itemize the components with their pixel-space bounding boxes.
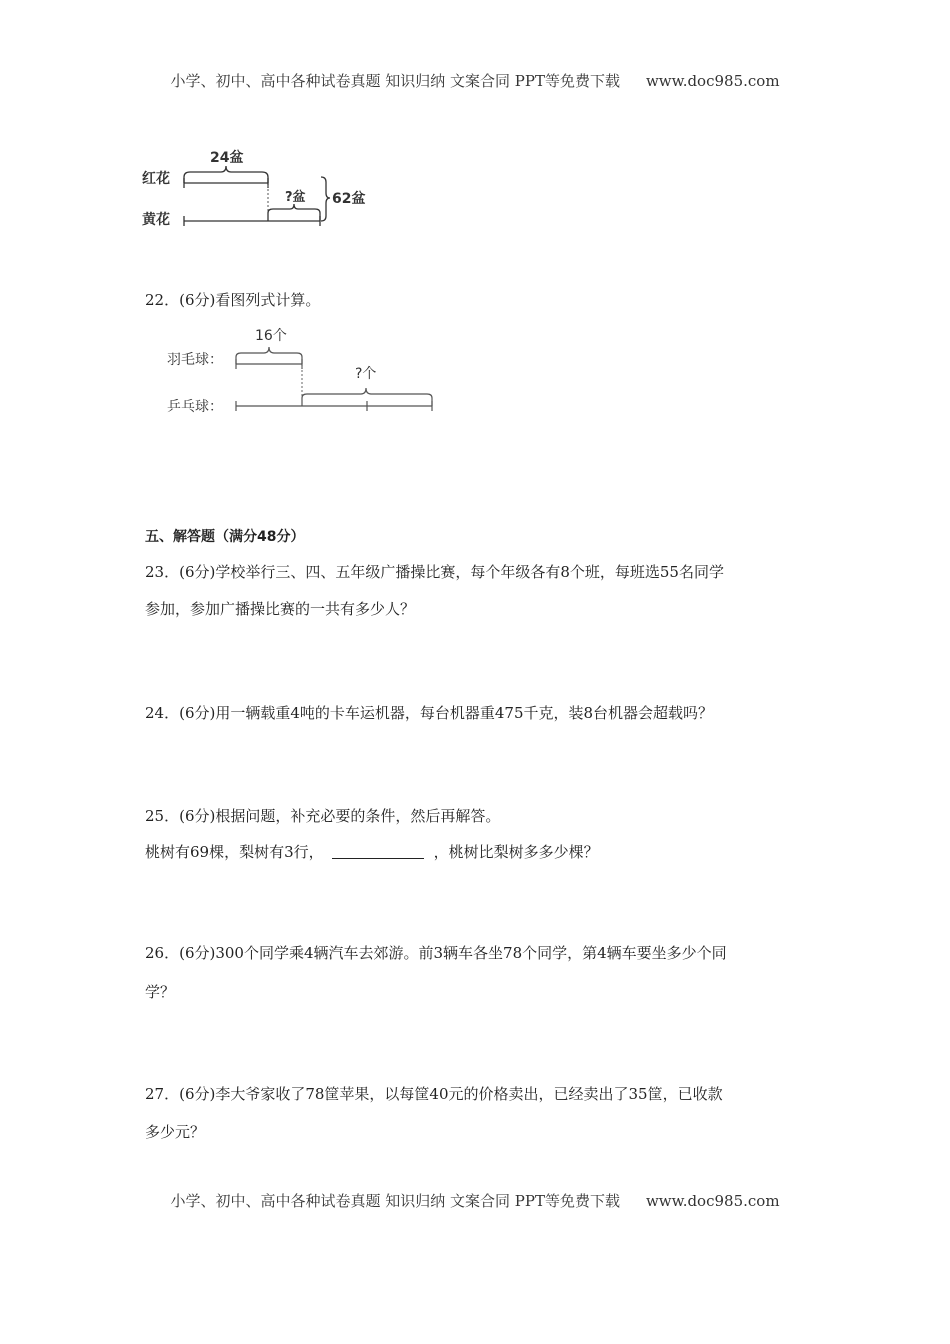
- diagram22-diff-label: ?个: [355, 366, 377, 382]
- question-27-line2: 多少元？: [145, 1123, 206, 1141]
- footer-url[interactable]: www.doc985.com: [645, 1192, 780, 1210]
- question-26-line1: 26．(6分)300个同学乘4辆汽车去郊游。前3辆车各坐78个同学，第4辆车要坐多少个同: [145, 944, 727, 962]
- question-23-line1: 23．(6分)学校举行三、四、五年级广播操比赛，每个年级各有8个班，每班选55名同学: [145, 563, 724, 581]
- diagram22-row1-label: 羽毛球：: [167, 352, 223, 368]
- diagram21-total-brace: [321, 177, 330, 221]
- question-25-line1: 25．(6分)根据问题，补充必要的条件，然后再解答。: [145, 807, 501, 825]
- question-26-line2: 学？: [145, 983, 176, 1001]
- page-footer: [0, 1190, 950, 1211]
- diagram21-diff-label: ?盆: [285, 190, 306, 205]
- diagram21-top-brace: [184, 166, 268, 183]
- question-24: 24．(6分)用一辆载重4吨的卡车运机器，每台机器重475千克，装8台机器会超载吗？: [145, 704, 714, 722]
- question-25-line2: [145, 842, 599, 862]
- diagram22-top-label: 16个: [255, 328, 287, 344]
- footer-text: 小学、初中、高中各种试卷真题 知识归纳 文案合同 PPT等免费下载: [170, 1192, 620, 1210]
- question-25-before: 桃树有69棵，梨树有3行，: [145, 843, 324, 861]
- diagram22-top-brace: [236, 347, 302, 364]
- answer-blank[interactable]: [332, 844, 424, 859]
- question-27-line1: 27．(6分)李大爷家收了78筐苹果，以每筐40元的价格卖出，已经卖出了35筐，已收款: [145, 1085, 723, 1103]
- header-text: 小学、初中、高中各种试卷真题 知识归纳 文案合同 PPT等免费下载: [170, 72, 620, 90]
- diagram21-diff-brace: [268, 204, 320, 221]
- diagram21-row2-label: 黄花: [142, 212, 170, 228]
- question-25-after: ，桃树比梨树多多少棵？: [433, 843, 599, 861]
- diagram21-top-label: 24盆: [210, 150, 244, 166]
- section-title: 五、解答题（满分48分）: [145, 529, 305, 545]
- diagram21-total-label: 62盆: [332, 191, 366, 207]
- diagram22-row2-label: 乒乓球：: [167, 399, 223, 415]
- flower-line-diagram: [140, 145, 380, 235]
- header-url[interactable]: www.doc985.com: [645, 72, 780, 90]
- ball-line-diagram: [165, 322, 445, 417]
- page-header: [0, 70, 950, 91]
- question-23-line2: 参加，参加广播操比赛的一共有多少人？: [145, 600, 416, 618]
- diagram21-row1-label: 红花: [142, 171, 170, 187]
- question-22: 22．(6分)看图列式计算。: [145, 291, 321, 309]
